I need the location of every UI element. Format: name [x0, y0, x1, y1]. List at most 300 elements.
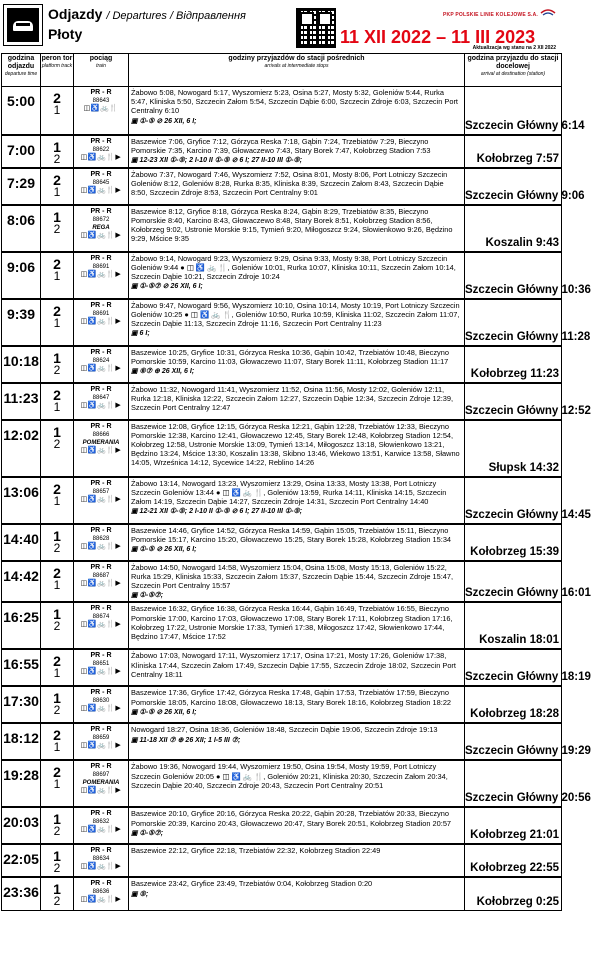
- train-cell: [74, 649, 129, 686]
- destination-arrival: Koszalin 9:43: [485, 236, 559, 249]
- train-name: POMERANIA: [82, 439, 120, 446]
- table-row: [2, 205, 562, 252]
- train-amenities-icon: ◫♿🚲🍴: [83, 105, 119, 112]
- platform-cell: [41, 252, 74, 299]
- table-header-row: [2, 54, 562, 87]
- running-days-note: ▣ ⑥⑦ ⊕ 26 XII, 6 I;: [131, 367, 195, 375]
- train-cell: [74, 477, 129, 524]
- train-category: PR - R: [90, 137, 112, 145]
- running-days-note: ▣ 12-23 XII ①-⑤; 2 I-10 II ①-⑤ ⊘ 6 I; 27 II-10 III ①-⑤;: [131, 156, 303, 164]
- table-row: [2, 723, 562, 760]
- departure-time-cell: [2, 420, 41, 477]
- train-cell: [74, 561, 129, 603]
- platform-number: 2: [53, 386, 61, 403]
- platform-number: 1: [53, 881, 61, 898]
- destination-cell: [465, 877, 562, 910]
- track-number: 1: [53, 399, 61, 414]
- departure-time-cell: [2, 252, 41, 299]
- platform-cell: [41, 602, 74, 649]
- destination-cell: [465, 760, 591, 807]
- train-amenities-icon: ◫♿🚲🍴▶: [80, 495, 122, 503]
- train-number: 88659: [92, 735, 110, 742]
- table-row: [2, 686, 562, 723]
- train-number: 88647: [92, 394, 110, 401]
- platform-number: 2: [53, 480, 61, 497]
- destination-arrival: Kołobrzeg 0:25: [476, 895, 559, 908]
- running-days-note: ▣ ①-⑤ ⊘ 26 XII, 6 I;: [131, 708, 197, 716]
- table-row: [2, 877, 562, 910]
- departure-time-cell: [2, 168, 41, 205]
- platform-number: 2: [53, 653, 61, 670]
- train-name: REGA: [92, 224, 110, 231]
- platform-number: 2: [53, 255, 61, 272]
- destination-arrival: Kołobrzeg 22:55: [470, 862, 559, 875]
- destination-arrival: Szczecin Główny 6:14: [465, 119, 585, 132]
- train-number: 88651: [92, 661, 110, 668]
- train-amenities-icon: ◫♿🚲🍴▶: [80, 579, 122, 587]
- departure-time: 19:28: [3, 767, 39, 784]
- intermediate-stops: Baszewice 23:42, Gryfice 23:49, Trzebiatów 0:04, Kołobrzeg Stadion 0:20: [131, 879, 373, 889]
- destination-cell: [465, 420, 562, 477]
- train-cell: [74, 807, 129, 844]
- departure-time: 13:06: [3, 483, 39, 500]
- title-subtitle: / Departures / Відправлення: [106, 10, 246, 22]
- platform-number: 1: [53, 138, 61, 155]
- track-number: 1: [53, 666, 61, 681]
- platform-number: 1: [53, 527, 61, 544]
- train-number: 88697: [92, 772, 110, 779]
- departure-time: 9:06: [6, 258, 36, 275]
- station-name: Płoty: [48, 26, 83, 42]
- platform-number: 1: [53, 811, 61, 828]
- track-number: 1: [53, 184, 61, 199]
- destination-cell: [465, 649, 591, 686]
- train-cell: [74, 420, 129, 477]
- col-time-header: godzina odjazdu departure time: [2, 54, 41, 87]
- intermediate-stops-cell: [129, 299, 465, 346]
- update-note: Aktualizacja wg stanu na 2 XII 2022: [472, 45, 556, 51]
- platform-cell: [41, 524, 74, 561]
- train-category: PR - R: [90, 526, 112, 534]
- intermediate-stops: Żabowo 13:14, Nowogard 13:23, Wyszomierz 13:29, Osina 13:33, Mosty 13:38, Port Lotniczy Szczecin Goleniów 13:44 ● ◫ ♿ 🚲 🍴, Goleniów 13:59, Rurka 14:11, Kliniska 14:15, Szczecin Załom 14:19, Szczecin Dąbie 14:27, Szczecin Zdroje 14:31, Szczecin Port Centralny 14:40: [131, 478, 447, 506]
- running-days-note: ▣ 11-18 XII ⑦ ⊕ 26 XII; 1 I-5 III ⑦;: [131, 736, 241, 744]
- destination-cell: [465, 383, 591, 420]
- platform-number: 2: [53, 90, 61, 106]
- intermediate-stops: Baszewice 10:25, Gryfice 10:31, Górzyca Reska 10:36, Gąbin 10:42, Trzebiatów 10:48, Bieczyno Pomorskie 10:59, Karcino 11:03, Głowaczewo 11:07, Stary Borek 11:11, Kołobrzeg Stadion 11:17: [131, 347, 449, 366]
- destination-cell: [465, 602, 562, 649]
- intermediate-stops-cell: [129, 844, 465, 877]
- destination-arrival: Kołobrzeg 7:57: [476, 152, 559, 165]
- table-row: [2, 299, 562, 346]
- intermediate-stops: Baszewice 14:46, Gryfice 14:52, Górzyca Reska 14:59, Gąbin 15:05, Trzebiatów 15:11, Bieczyno Pomorskie 15:17, Karcino 15:20, Głowaczewo 15:25, Stary Borek 15:28, Kołobrzeg Stadion 15:34: [131, 525, 452, 544]
- track-number: 1: [53, 268, 61, 283]
- train-category: PR - R: [90, 385, 112, 393]
- destination-cell: [465, 477, 591, 524]
- train-category: PR - R: [90, 763, 112, 771]
- train-cell: [74, 135, 129, 168]
- departure-time-cell: [2, 602, 41, 649]
- train-amenities-icon: ◫♿🚲🍴▶: [80, 787, 122, 795]
- train-cell: [74, 205, 129, 252]
- platform-number: 1: [53, 848, 61, 865]
- track-number: 2: [53, 151, 61, 166]
- track-number: 1: [53, 493, 61, 508]
- train-number: 88691: [92, 263, 110, 270]
- destination-arrival: Szczecin Główny 16:01: [465, 587, 591, 600]
- destination-arrival: Kołobrzeg 15:39: [470, 545, 559, 558]
- destination-arrival: Szczecin Główny 11:28: [465, 330, 591, 343]
- departure-time-cell: [2, 205, 41, 252]
- table-row: [2, 807, 562, 844]
- intermediate-stops-cell: [129, 524, 465, 561]
- platform-cell: [41, 420, 74, 477]
- track-number: 1: [53, 777, 61, 792]
- train-category: PR - R: [90, 726, 112, 734]
- train-cell: [74, 877, 129, 910]
- intermediate-stops: Żabowo 9:47, Nowogard 9:56, Wyszomierz 10:10, Osina 10:14, Mosty 10:19, Port Lotniczy Szczecin Goleniów 10:25 ● ◫ ♿ 🚲 🍴, Goleniów 10:50, Rurka 10:59, Kliniska 11:02, Szczecin Załom 11:07, Szczecin Dąbie 11:13, Szczecin Zdroje 11:16, Szczecin Port Centralny 11:23: [131, 300, 460, 328]
- train-amenities-icon: ◫♿🚲🍴▶: [80, 896, 122, 904]
- platform-number: 2: [53, 302, 61, 319]
- destination-arrival: Szczecin Główny 9:06: [465, 189, 585, 202]
- departure-time-cell: [2, 877, 41, 910]
- running-days-note: ▣ ⑤;: [131, 890, 149, 898]
- train-category: PR - R: [90, 810, 112, 818]
- track-number: 2: [53, 362, 61, 377]
- departure-time-cell: [2, 844, 41, 877]
- destination-cell: [465, 346, 562, 383]
- train-cell: [74, 87, 129, 135]
- table-row: [2, 87, 562, 135]
- train-amenities-icon: ◫♿🚲🍴▶: [80, 863, 122, 871]
- train-cell: [74, 252, 129, 299]
- table-row: [2, 420, 562, 477]
- train-number: 88666: [92, 431, 110, 438]
- platform-cell: [41, 686, 74, 723]
- train-amenities-icon: ◫♿🚲🍴▶: [80, 542, 122, 550]
- departure-time: 11:23: [3, 389, 39, 406]
- destination-arrival: Kołobrzeg 18:28: [470, 708, 559, 721]
- running-days-note: ▣ 6 I;: [131, 330, 150, 338]
- train-category: PR - R: [90, 652, 112, 660]
- brand-text: PKP POLSKIE LINIE KOLEJOWE S.A.: [442, 12, 538, 18]
- departure-time: 7:00: [6, 141, 36, 158]
- train-number: 88632: [92, 819, 110, 826]
- platform-number: 1: [53, 423, 61, 440]
- departure-time-cell: [2, 649, 41, 686]
- departure-time: 14:40: [3, 530, 39, 547]
- train-cell: [74, 299, 129, 346]
- intermediate-stops: Baszewice 12:08, Gryfice 12:15, Górzyca Reska 12:21, Gąbin 12:28, Trzebiatów 12:33, Bieczyno Pomorskie 12:38, Karcino 12:41, Głowaczewo 12:45, Stary Borek 12:48, Kołobrzeg Stadion 12:54, Kołobrzeg 12:58, Ustronie Morskie 13:09, Tymień 13:14, Miłogoszcz 13:18, Słowienkowo 13:21, Będzino 13:24, Mścice 13:30, Koszalin 13:38, Skibno 13:46, Wiekowo 13:51, Karwice 13:58, Sławno 14:05, Wrześnica 14:12, Sycewice 14:22, Reblino 14:26: [131, 421, 460, 468]
- train-cell: [74, 723, 129, 760]
- intermediate-stops: Baszewice 22:12, Gryfice 22:18, Trzebiatów 22:32, Kołobrzeg Stadion 22:49: [131, 846, 381, 856]
- intermediate-stops-cell: [129, 383, 465, 420]
- departure-time: 5:00: [6, 93, 36, 109]
- destination-arrival: Szczecin Główny 20:56: [465, 792, 591, 805]
- intermediate-stops-cell: [129, 807, 465, 844]
- departure-time-cell: [2, 686, 41, 723]
- train-amenities-icon: ◫♿🚲🍴▶: [80, 270, 122, 278]
- destination-cell: [465, 135, 562, 168]
- train-cell: [74, 383, 129, 420]
- departure-time: 10:18: [3, 352, 39, 369]
- train-number: 88636: [92, 889, 110, 896]
- departure-time-cell: [2, 760, 41, 807]
- col-train-header: pociąg train: [74, 54, 129, 87]
- train-amenities-icon: ◫♿🚲🍴▶: [80, 317, 122, 325]
- train-name: POMERANIA: [82, 780, 120, 787]
- running-days-note: ▣ ①-⑤ ⊘ 26 XII, 6 I;: [131, 117, 197, 125]
- platform-cell: [41, 877, 74, 910]
- train-category: PR - R: [90, 847, 112, 855]
- track-number: 1: [53, 103, 61, 117]
- table-row: [2, 602, 562, 649]
- intermediate-stops: Baszewice 8:12, Gryfice 8:18, Górzyca Reska 8:24, Gąbin 8:29, Trzebiatów 8:35, Bieczyno Pomorskie 8:40, Karcino 8:43, Głowaczewo 8:48, Stary Borek 8:51, Kołobrzeg Stadion 8:56, Kołobrzeg 9:02, Ustronie Morskie 9:15, Tymień 9:20, Miłogoszcz 9:24, Słowienkowo 9:26, Będzino 9:29, Mścice 9:35: [131, 206, 453, 244]
- train-number: 88687: [92, 572, 110, 579]
- departure-time: 16:55: [3, 656, 39, 673]
- platform-number: 2: [53, 764, 61, 781]
- departure-time: 14:42: [3, 567, 39, 584]
- track-number: 2: [53, 894, 61, 909]
- intermediate-stops-cell: [129, 561, 465, 603]
- col-stops-header: godziny przyjazdów do stacji pośrednich arrivals at intermediate stops: [129, 54, 465, 87]
- platform-cell: [41, 477, 74, 524]
- intermediate-stops: Żabowo 14:50, Nowogard 14:58, Wyszomierz 15:04, Osina 15:08, Mosty 15:13, Goleniów 15:22, Rurka 15:29, Kliniska 15:33, Szczecin Załom 15:37, Szczecin Dąbie 15:44, Szczecin Zdroje 15:47, Szczecin Port Centralny 15:57: [131, 562, 454, 590]
- intermediate-stops-cell: [129, 168, 465, 205]
- destination-cell: [465, 686, 562, 723]
- train-cell: [74, 346, 129, 383]
- platform-cell: [41, 760, 74, 807]
- platform-number: 1: [53, 606, 61, 623]
- platform-number: 2: [53, 564, 61, 581]
- table-row: [2, 168, 562, 205]
- train-amenities-icon: ◫♿🚲🍴▶: [80, 446, 122, 454]
- train-amenities-icon: ◫♿🚲🍴▶: [80, 826, 122, 834]
- track-number: 2: [53, 703, 61, 718]
- destination-arrival: Szczecin Główny 12:52: [465, 404, 591, 417]
- train-cell: [74, 168, 129, 205]
- intermediate-stops-cell: [129, 760, 465, 807]
- intermediate-stops-cell: [129, 877, 465, 910]
- departure-time-cell: [2, 383, 41, 420]
- intermediate-stops-cell: [129, 477, 465, 524]
- intermediate-stops: Nowogard 18:27, Osina 18:36, Goleniów 18:48, Szczecin Dąbie 19:06, Szczecin Zdroje 19:13: [131, 725, 438, 735]
- train-number: 88634: [92, 856, 110, 863]
- platform-cell: [41, 844, 74, 877]
- platform-cell: [41, 135, 74, 168]
- intermediate-stops-cell: [129, 686, 465, 723]
- train-icon: [3, 4, 43, 46]
- intermediate-stops: Żabowo 7:37, Nowogard 7:46, Wyszomierz 7:52, Osina 8:01, Mosty 8:06, Port Lotniczy Szczecin Goleniów 8:12, Goleniów 8:28, Rurka 8:35, Kliniska 8:39, Szczecin Załom 8:43, Szczecin Dąbie 8:50, Szczecin Zdroje 8:53, Szczecin Port Centralny 9:01: [131, 169, 448, 197]
- track-number: 2: [53, 540, 61, 555]
- train-category: PR - R: [90, 605, 112, 613]
- train-category: PR - R: [90, 301, 112, 309]
- train-amenities-icon: ◫♿🚲🍴▶: [80, 231, 122, 239]
- train-amenities-icon: ◫♿🚲🍴▶: [80, 401, 122, 409]
- departure-time: 17:30: [3, 693, 39, 710]
- destination-cell: [465, 844, 562, 877]
- departure-time: 23:36: [3, 884, 39, 901]
- platform-cell: [41, 561, 74, 603]
- train-category: PR - R: [90, 422, 112, 430]
- destination-cell: [465, 723, 591, 760]
- platform-cell: [41, 168, 74, 205]
- train-number: 88628: [92, 535, 110, 542]
- train-cell: [74, 760, 129, 807]
- train-category: PR - R: [90, 689, 112, 697]
- destination-cell: [465, 87, 585, 135]
- table-row: [2, 477, 562, 524]
- table-row: [2, 844, 562, 877]
- destination-cell: [465, 205, 562, 252]
- page-title: [48, 6, 246, 22]
- departure-time: 7:29: [6, 174, 36, 191]
- table-row: [2, 346, 562, 383]
- platform-number: 1: [53, 690, 61, 707]
- train-amenities-icon: ◫♿🚲🍴▶: [80, 153, 122, 161]
- intermediate-stops-cell: [129, 205, 465, 252]
- qr-code-icon[interactable]: [296, 8, 336, 48]
- departure-time: 12:02: [3, 426, 39, 443]
- intermediate-stops: Żabowo 5:08, Nowogard 5:17, Wyszomierz 5:23, Osina 5:27, Mosty 5:32, Goleniów 5:44, Rurka 5:47, Kliniska 5:50, Szczecin Załom 5:54, Szczecin Dąbie 6:00, Szczecin Zdroje 6:03, Szczecin Port Centralny 6:10: [131, 88, 458, 116]
- platform-cell: [41, 723, 74, 760]
- platform-number: 2: [53, 727, 61, 744]
- track-number: 1: [53, 577, 61, 592]
- train-category: PR - R: [90, 348, 112, 356]
- destination-arrival: Kołobrzeg 11:23: [470, 367, 559, 380]
- platform-cell: [41, 299, 74, 346]
- departure-time-cell: [2, 299, 41, 346]
- departure-time: 9:39: [6, 305, 36, 322]
- destination-cell: [465, 524, 562, 561]
- platform-number: 2: [53, 171, 61, 188]
- train-amenities-icon: ◫♿🚲🍴▶: [80, 621, 122, 629]
- train-cell: [74, 686, 129, 723]
- platform-number: 1: [53, 208, 61, 225]
- timetable: [1, 53, 591, 911]
- departure-time-cell: [2, 524, 41, 561]
- track-number: 2: [53, 824, 61, 839]
- train-number: 88643: [92, 98, 110, 104]
- track-number: 1: [53, 740, 61, 755]
- train-category: PR - R: [90, 170, 112, 178]
- departure-time-cell: [2, 807, 41, 844]
- intermediate-stops-cell: [129, 649, 465, 686]
- train-number: 88674: [92, 614, 110, 621]
- track-number: 2: [53, 861, 61, 876]
- intermediate-stops: Żabowo 11:32, Nowogard 11:41, Wyszomierz 11:52, Osina 11:56, Mosty 12:02, Goleniów 12:11, Rurka 12:18, Kliniska 12:22, Szczecin Załom 12:27, Szczecin Dąbie 12:34, Szczecin Zdroje 12:39, Szczecin Port Centralny 12:47: [131, 384, 454, 412]
- table-row: [2, 649, 562, 686]
- intermediate-stops: Baszewice 7:06, Gryfice 7:12, Górzyca Reska 7:18, Gąbin 7:24, Trzebiatów 7:29, Bieczyno Pomorskie 7:35, Karcino 7:39, Głowaczewo 7:43, Stary Borek 7:47, Kołobrzeg Stadion 7:53: [131, 136, 431, 155]
- track-number: 2: [53, 436, 61, 451]
- destination-cell: [465, 299, 591, 346]
- destination-arrival: Szczecin Główny 14:45: [465, 508, 591, 521]
- track-number: 1: [53, 315, 61, 330]
- brand-logo-icon: [540, 7, 556, 17]
- destination-arrival: Szczecin Główny 18:19: [465, 671, 591, 684]
- destination-cell: [465, 168, 585, 205]
- train-cell: [74, 602, 129, 649]
- intermediate-stops-cell: [129, 346, 465, 383]
- running-days-note: ▣ 12-21 XII ①-⑤; 2 I-10 II ①-⑤ ⊘ 6 I; 27 II-10 III ①-⑤;: [131, 508, 303, 516]
- train-number: 88624: [92, 357, 110, 364]
- destination-arrival: Słupsk 14:32: [488, 461, 559, 474]
- departure-time-cell: [2, 135, 41, 168]
- departure-time-cell: [2, 87, 41, 135]
- destination-cell: [465, 561, 591, 603]
- departure-time-cell: [2, 477, 41, 524]
- table-row: [2, 524, 562, 561]
- departure-time: 8:06: [6, 211, 36, 228]
- departure-time: 16:25: [3, 609, 39, 626]
- train-amenities-icon: ◫♿🚲🍴▶: [80, 742, 122, 750]
- train-number: 88691: [92, 310, 110, 317]
- platform-cell: [41, 205, 74, 252]
- train-category: PR - R: [90, 563, 112, 571]
- table-row: [2, 760, 562, 807]
- intermediate-stops: Żabowo 17:03, Nowogard 17:11, Wyszomierz 17:17, Osina 17:21, Mosty 17:26, Goleniów 17:38, Kliniska 17:44, Szczecin Załom 17:49, Szczecin Dąbie 17:55, Szczecin Zdroje 18:02, Szczecin Port Centralny 18:11: [131, 651, 456, 679]
- destination-arrival: Kołobrzeg 21:01: [470, 829, 559, 842]
- train-amenities-icon: ◫♿🚲🍴▶: [80, 364, 122, 372]
- intermediate-stops: Żabowo 9:14, Nowogard 9:23, Wyszomierz 9:29, Osina 9:33, Mosty 9:38, Port Lotniczy Szczecin Goleniów 9:44 ● ◫ ♿ 🚲 🍴, Goleniów 10:01, Rurka 10:07, Kliniska 10:11, Szczecin Załom 10:14, Szczecin Dąbie 10:21, Szczecin Zdroje 10:24: [131, 253, 456, 281]
- train-number: 88622: [92, 146, 110, 153]
- destination-arrival: Szczecin Główny 10:36: [465, 283, 591, 296]
- departure-time-cell: [2, 723, 41, 760]
- intermediate-stops: Baszewice 16:32, Gryfice 16:38, Górzyca Reska 16:44, Gąbin 16:49, Trzebiatów 16:55, Bieczyno Pomorskie 17:00, Karcino 17:03, Głowaczewo 17:08, Stary Borek 17:11, Kołobrzeg Stadion 17:16, Kołobrzeg 17:22, Ustronie Morskie 17:33, Tymień 17:38, Miłogoszcz 17:42, Słowienkowo 17:44, Będzino 17:47, Mścice 17:52: [131, 604, 453, 641]
- train-cell: [74, 524, 129, 561]
- running-days-note: ▣ ①-⑤⑦;: [131, 829, 164, 837]
- intermediate-stops: Baszewice 20:10, Gryfice 20:16, Górzyca Reska 20:22, Gąbin 20:28, Trzebiatów 20:33, Bieczyno Pomorskie 20:39, Karcino 20:43, Głowaczewo 20:47, Stary Borek 20:51, Kołobrzeg Stadion 20:57: [131, 809, 452, 828]
- platform-cell: [41, 807, 74, 844]
- header: [0, 0, 562, 52]
- train-number: 88657: [92, 488, 110, 495]
- departure-time: 22:05: [3, 851, 39, 868]
- intermediate-stops-cell: [129, 420, 465, 477]
- running-days-note: ▣ ①-⑤⑦;: [131, 592, 164, 600]
- table-row: [2, 383, 562, 420]
- intermediate-stops-cell: [129, 602, 465, 649]
- departure-time-cell: [2, 561, 41, 603]
- departure-time: 18:12: [3, 730, 39, 747]
- train-amenities-icon: ◫♿🚲🍴▶: [80, 186, 122, 194]
- track-number: 2: [53, 619, 61, 634]
- train-category: PR - R: [90, 89, 112, 96]
- platform-cell: [41, 346, 74, 383]
- intermediate-stops: Baszewice 17:36, Gryfice 17:42, Górzyca Reska 17:48, Gąbin 17:53, Trzebiatów 17:59, Bieczyno Pomorskie 18:05, Karcino 18:08, Głowaczewo 18:13, Stary Borek 18:16, Kołobrzeg Stadion 18:22: [131, 688, 452, 707]
- train-number: 88645: [92, 179, 110, 186]
- train-cell: [74, 844, 129, 877]
- intermediate-stops-cell: [129, 252, 465, 299]
- date-range: 11 XII 2022 – 11 III 2023: [340, 27, 536, 47]
- destination-arrival: Koszalin 18:01: [479, 634, 559, 647]
- destination-cell: [465, 807, 562, 844]
- train-category: PR - R: [90, 479, 112, 487]
- col-dest-header: godzina przyjazdu do stacji docelowej arrival at destination (station): [465, 54, 562, 87]
- table-row: [2, 561, 562, 603]
- departure-time-cell: [2, 346, 41, 383]
- departure-time: 20:03: [3, 814, 39, 831]
- intermediate-stops-cell: [129, 87, 465, 135]
- col-platform-header: peron tor platform track: [41, 54, 74, 87]
- table-row: [2, 252, 562, 299]
- destination-cell: [465, 252, 591, 299]
- platform-number: 1: [53, 349, 61, 366]
- train-category: PR - R: [90, 880, 112, 888]
- intermediate-stops-cell: [129, 135, 465, 168]
- train-category: PR - R: [90, 207, 112, 215]
- platform-cell: [41, 649, 74, 686]
- running-days-note: ▣ ①-⑤⑦ ⊘ 26 XII, 6 I;: [131, 283, 203, 291]
- platform-cell: [41, 87, 74, 135]
